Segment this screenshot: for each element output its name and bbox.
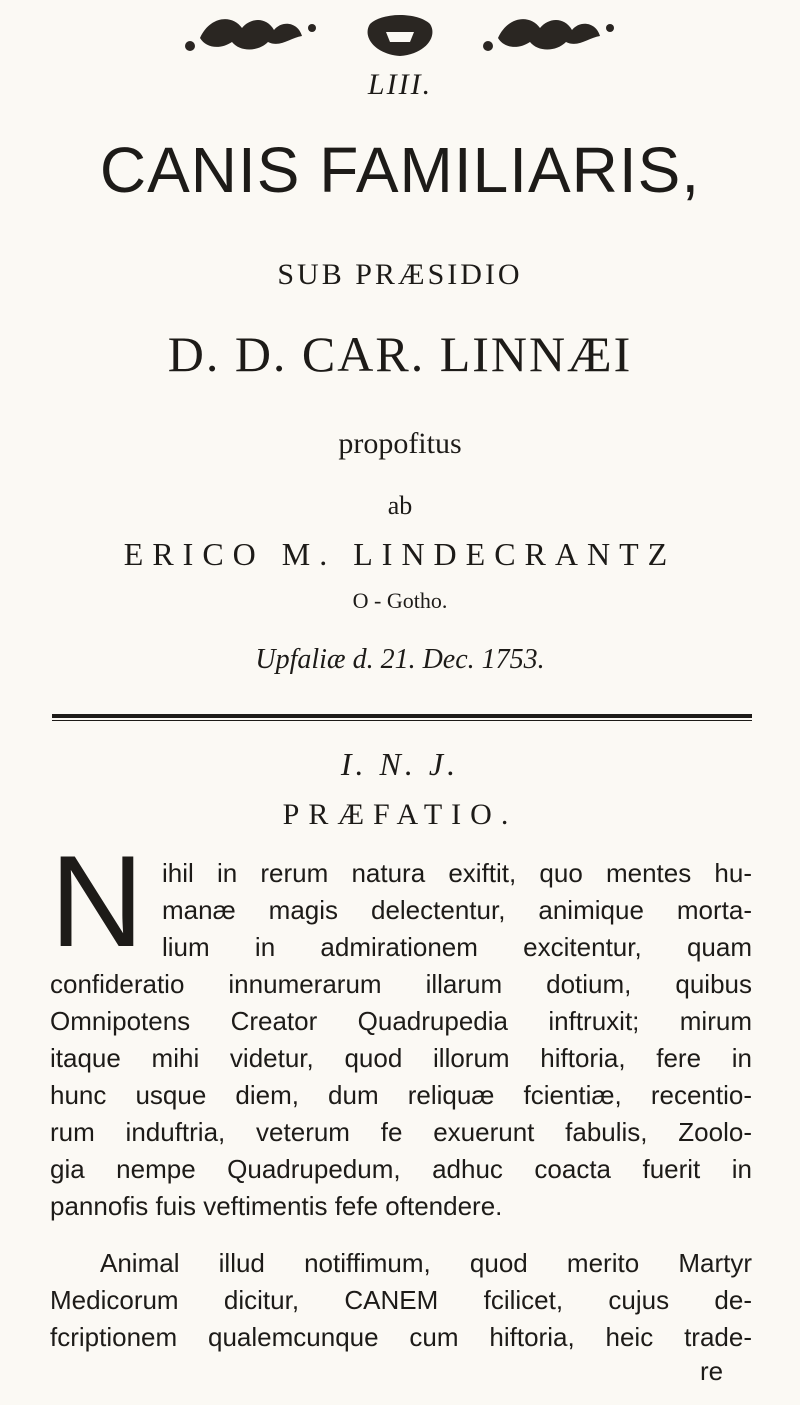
text-line: Medicorum dicitur, CANEM fcilicet, cujus de- (50, 1285, 752, 1315)
ab-line: ab (387, 491, 413, 520)
text-line: Animal illud notiffimum, quod merito Martyr (100, 1248, 752, 1278)
text-line: ihil in rerum natura exiftit, quo mentes hu- (162, 858, 752, 888)
text-line: gia nempe Quadrupedum, adhuc coacta fuerit in (50, 1154, 752, 1184)
text-line: rum induftria, veterum fe exuerunt fabulis, Zoolo- (50, 1117, 752, 1147)
text-line: confideratio innumerarum illarum dotium, quibus (50, 969, 752, 999)
text-line: itaque mihi videtur, quod illorum hiftoria, fere in (50, 1043, 752, 1073)
respondent-origin: O - Gotho. (352, 588, 448, 613)
dissertation-title: CANIS FAMILIARIS, (99, 134, 701, 206)
text-line: fcriptionem qualemcunque cum hiftoria, heic trade- (50, 1322, 752, 1352)
text-line: manæ magis delectentur, animique morta- (162, 895, 752, 925)
drop-cap: N (50, 828, 144, 974)
dissertation-number: LIII. (367, 68, 433, 101)
text-line: hunc usque diem, dum reliquæ fcientiæ, recentio- (50, 1080, 752, 1110)
praeses-name: D. D. CAR. LINNÆI (167, 326, 633, 382)
text-line: lium in admirationem excitentur, quam (162, 932, 752, 962)
respondent-name: ERICO M. LINDECRANTZ (123, 536, 677, 572)
catchword: re (700, 1356, 724, 1386)
head-ornament (170, 8, 630, 62)
divider-rule-thin (52, 720, 752, 721)
text-line: pannofis fuis veftimentis fefe oftendere. (50, 1191, 503, 1221)
sub-praesidio-line: SUB PRÆSIDIO (277, 258, 523, 291)
invocation: I. N. J. (340, 746, 460, 782)
section-heading: PRÆFATIO. (282, 798, 518, 831)
propositus-line: propofitus (338, 427, 462, 460)
divider-rule-thick (52, 714, 752, 718)
defense-date: Upfaliæ d. 21. Dec. 1753. (255, 644, 545, 675)
text-line: Omnipotens Creator Quadrupedia inftruxit; mirum (50, 1006, 752, 1036)
